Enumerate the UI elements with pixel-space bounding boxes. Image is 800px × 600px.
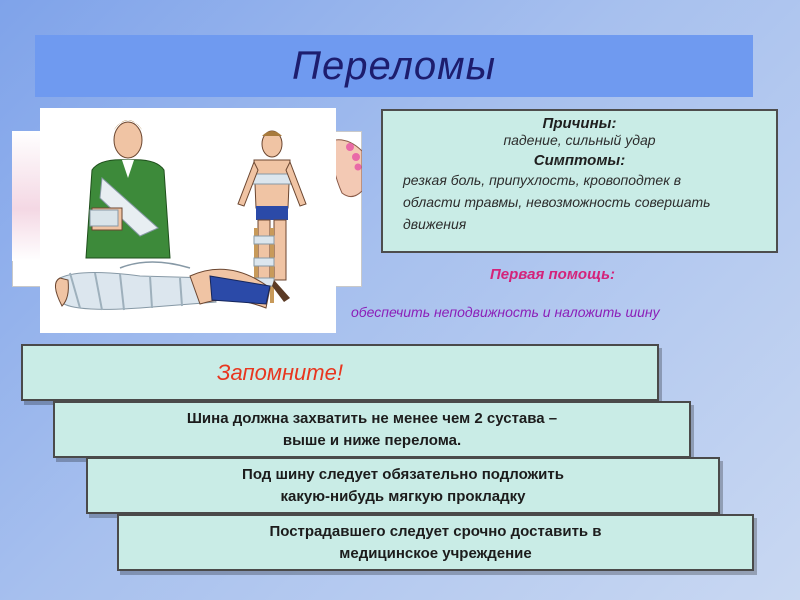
arm-sling-figure xyxy=(86,120,170,258)
symptoms-line: движения xyxy=(403,216,467,232)
symptoms-line: резкая боль, припухлость, кровоподтек в xyxy=(403,172,681,188)
remember-point-text xyxy=(269,521,601,565)
first-aid-text: обеспечить неподвижность и наложить шину xyxy=(351,304,660,320)
point-line: выше и ниже перелома. xyxy=(282,431,462,449)
page-title: Переломы xyxy=(291,43,497,88)
symptoms-line: области травмы, невозможность совершать xyxy=(403,194,711,210)
point-line: Под шину следует обязательно подложить xyxy=(242,465,564,483)
causes-symptoms-box xyxy=(381,109,778,253)
remember-point-text xyxy=(187,408,557,452)
remember-point-text xyxy=(242,464,564,508)
remember-point xyxy=(117,514,754,571)
symptoms-text xyxy=(383,169,776,235)
remember-point xyxy=(53,401,691,458)
point-line: медицинское учреждение xyxy=(339,544,532,562)
illustration-card xyxy=(40,108,336,333)
symptoms-heading: Симптомы: xyxy=(533,152,626,169)
remember-panel xyxy=(21,344,659,401)
bandaged-leg xyxy=(55,262,270,310)
title-bar xyxy=(35,35,753,97)
remember-point xyxy=(86,457,720,514)
remember-heading: Запомните! xyxy=(217,359,343,385)
first-aid-heading: Первая помощь: xyxy=(490,266,616,283)
point-line: Шина должна захватить не менее чем 2 сустава – xyxy=(186,409,558,427)
causes-heading: Причины: xyxy=(542,115,617,132)
causes-text: падение, сильный удар xyxy=(503,132,656,148)
point-line: какую-нибудь мягкую прокладку xyxy=(280,487,526,505)
point-line: Пострадавшего следует срочно доставить в xyxy=(269,522,602,540)
first-aid-illustration xyxy=(40,108,336,333)
